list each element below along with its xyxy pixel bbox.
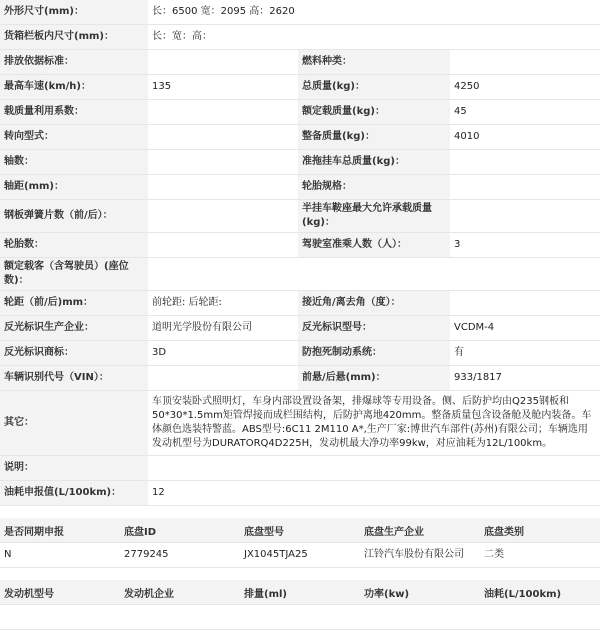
spec-row bbox=[0, 175, 600, 200]
steering-label: 转向型式： bbox=[0, 125, 148, 150]
cab-seats-label: 驾驶室准乘人数（人）： bbox=[298, 233, 450, 258]
total-mass-label: 总质量(kg)： bbox=[298, 75, 450, 100]
springs-label: 钢板弹簧片数（前/后）： bbox=[0, 200, 148, 233]
engine-table bbox=[0, 580, 600, 630]
trailer-mass-value bbox=[450, 150, 600, 175]
steering-value bbox=[148, 125, 298, 150]
saddle-load-value bbox=[450, 200, 600, 233]
spec-row bbox=[0, 391, 600, 456]
other-value: 车顶安装卧式照明灯，车身内部设置设备架，排爆球等专用设备。侧、后防护均由Q235钢板和50*30*1.5mm矩管焊接而成栏围结构，后防护离地420mm。整备质量包含设备舱及舱内装备。车体颜色选装特警蓝。ABS型号:6C11 2M110 A*,生产厂家:博世汽车部件(苏州)有限公司；车辆选用发动机型号为DURATORQ4D225H，发动机最大净功率99kw，对应油耗为12L/100km。 bbox=[148, 391, 600, 456]
chassis-header-cell: 底盘类别 bbox=[480, 518, 600, 543]
fuel-type-label: 燃料种类： bbox=[298, 50, 450, 75]
reflector-maker-label: 反光标识生产企业： bbox=[0, 316, 148, 341]
reflector-model-value: VCDM-4 bbox=[450, 316, 600, 341]
note-value bbox=[148, 456, 600, 481]
load-util-label: 载质量利用系数： bbox=[0, 100, 148, 125]
engine-cell bbox=[120, 605, 240, 630]
approach-angle-value bbox=[450, 291, 600, 316]
engine-cell bbox=[480, 605, 600, 630]
track-value: 前轮距: 后轮距: bbox=[148, 291, 298, 316]
spec-row bbox=[0, 258, 600, 291]
engine-cell bbox=[0, 605, 120, 630]
reflector-brand-value: 3D bbox=[148, 341, 298, 366]
spec-row bbox=[0, 0, 600, 25]
engine-cell bbox=[240, 605, 360, 630]
cargo-dims-value: 长：宽：高： bbox=[148, 25, 600, 50]
chassis-cell: 2779245 bbox=[120, 543, 240, 568]
spec-row bbox=[0, 125, 600, 150]
section-gap bbox=[0, 568, 600, 580]
note-label: 说明： bbox=[0, 456, 148, 481]
tire-count-value bbox=[148, 233, 298, 258]
saddle-load-label: 半挂车鞍座最大允许承载质量(kg)： bbox=[298, 200, 450, 233]
abs-label: 防抱死制动系统： bbox=[298, 341, 450, 366]
vin-label: 车辆识别代号（VIN）： bbox=[0, 366, 148, 391]
chassis-cell: 二类 bbox=[480, 543, 600, 568]
chassis-cell: JX1045TJA25 bbox=[240, 543, 360, 568]
reflector-maker-value: 道明光学股份有限公司 bbox=[148, 316, 298, 341]
engine-header-cell: 发动机型号 bbox=[0, 580, 120, 605]
engine-header-cell: 排量(ml) bbox=[240, 580, 360, 605]
passengers-value bbox=[148, 258, 600, 291]
trailer-mass-label: 准拖挂车总质量(kg)： bbox=[298, 150, 450, 175]
emission-label: 排放依据标准： bbox=[0, 50, 148, 75]
fuel-type-value bbox=[450, 50, 600, 75]
track-label: 轮距（前/后)mm： bbox=[0, 291, 148, 316]
axles-value bbox=[148, 150, 298, 175]
engine-header-cell: 功率(kw) bbox=[360, 580, 480, 605]
spec-row bbox=[0, 50, 600, 75]
max-speed-label: 最高车速(km/h)： bbox=[0, 75, 148, 100]
reflector-brand-label: 反光标识商标： bbox=[0, 341, 148, 366]
approach-angle-label: 接近角/离去角（度）： bbox=[298, 291, 450, 316]
spec-row bbox=[0, 456, 600, 481]
chassis-header-cell: 底盘ID bbox=[120, 518, 240, 543]
wheelbase-value bbox=[148, 175, 298, 200]
fuel-report-label: 油耗申报值(L/100km)： bbox=[0, 481, 148, 506]
passengers-label: 额定载客（含驾驶员）(座位数)： bbox=[0, 258, 148, 291]
engine-row bbox=[0, 605, 600, 630]
engine-header-cell: 发动机企业 bbox=[120, 580, 240, 605]
spec-row bbox=[0, 291, 600, 316]
chassis-row bbox=[0, 543, 600, 568]
spec-row bbox=[0, 316, 600, 341]
chassis-header-cell: 底盘生产企业 bbox=[360, 518, 480, 543]
total-mass-value: 4250 bbox=[450, 75, 600, 100]
curb-mass-value: 4010 bbox=[450, 125, 600, 150]
emission-value bbox=[148, 50, 298, 75]
vin-value bbox=[148, 366, 298, 391]
dims-label: 外形尺寸(mm)： bbox=[0, 0, 148, 25]
rated-load-value: 45 bbox=[450, 100, 600, 125]
spec-row bbox=[0, 366, 600, 391]
spec-row bbox=[0, 233, 600, 258]
other-label: 其它： bbox=[0, 391, 148, 456]
chassis-header-cell: 底盘型号 bbox=[240, 518, 360, 543]
overhang-value: 933/1817 bbox=[450, 366, 600, 391]
dims-value: 长：6500 宽：2095 高：2620 bbox=[148, 0, 600, 25]
spec-row bbox=[0, 150, 600, 175]
overhang-label: 前悬/后悬(mm)： bbox=[298, 366, 450, 391]
chassis-header-row bbox=[0, 518, 600, 543]
engine-header-cell: 油耗(L/100km) bbox=[480, 580, 600, 605]
chassis-cell: 江铃汽车股份有限公司 bbox=[360, 543, 480, 568]
section-gap bbox=[0, 506, 600, 518]
wheelbase-label: 轴距(mm)： bbox=[0, 175, 148, 200]
spec-row bbox=[0, 481, 600, 506]
spec-row bbox=[0, 100, 600, 125]
tire-spec-value bbox=[450, 175, 600, 200]
chassis-cell: N bbox=[0, 543, 120, 568]
tire-spec-label: 轮胎规格： bbox=[298, 175, 450, 200]
springs-value bbox=[148, 200, 298, 233]
chassis-header-cell: 是否同期申报 bbox=[0, 518, 120, 543]
axles-label: 轴数： bbox=[0, 150, 148, 175]
cab-seats-value: 3 bbox=[450, 233, 600, 258]
tire-count-label: 轮胎数： bbox=[0, 233, 148, 258]
chassis-table bbox=[0, 518, 600, 568]
curb-mass-label: 整备质量(kg)： bbox=[298, 125, 450, 150]
cargo-dims-label: 货箱栏板内尺寸(mm)： bbox=[0, 25, 148, 50]
engine-cell bbox=[360, 605, 480, 630]
spec-row bbox=[0, 25, 600, 50]
abs-value: 有 bbox=[450, 341, 600, 366]
spec-row bbox=[0, 200, 600, 233]
load-util-value bbox=[148, 100, 298, 125]
fuel-report-value: 12 bbox=[148, 481, 600, 506]
rated-load-label: 额定载质量(kg)： bbox=[298, 100, 450, 125]
max-speed-value: 135 bbox=[148, 75, 298, 100]
spec-row bbox=[0, 75, 600, 100]
reflector-model-label: 反光标识型号： bbox=[298, 316, 450, 341]
spec-row bbox=[0, 341, 600, 366]
engine-header-row bbox=[0, 580, 600, 605]
